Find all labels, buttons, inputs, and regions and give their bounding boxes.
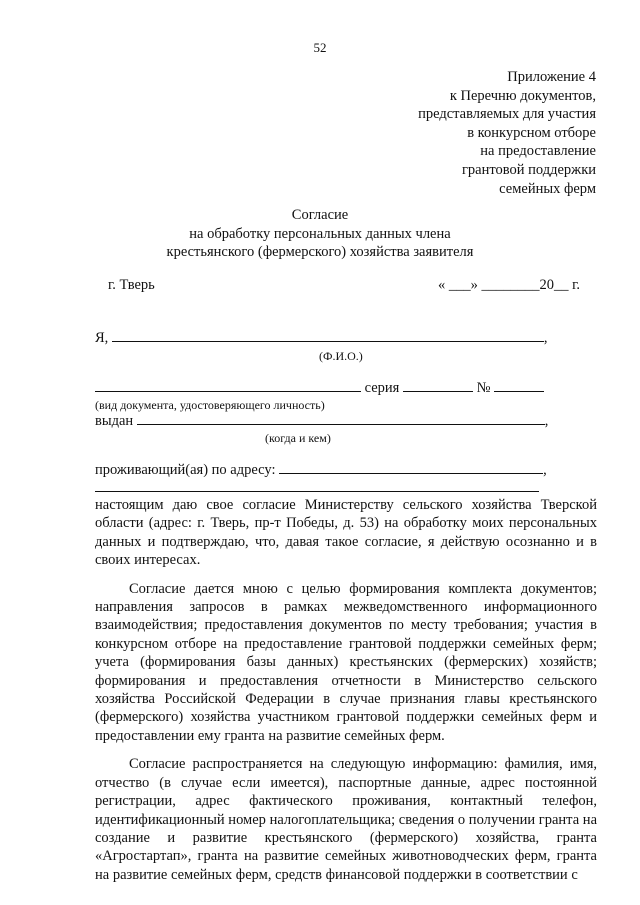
- appendix-line: представляемых для участия: [418, 106, 596, 123]
- series-line: [403, 380, 473, 392]
- paragraph: Согласие распространяется на следующую информацию: фамилия, имя, отчество (в случае если имеется), паспортные данные, адрес постоянной регистрации, адрес фактического проживания, контактный телефон, идентификационный номер налогоплательщика; сведения о получении гранта на создание и развитие крестьянского (фермерского) хозяйства, гранта «Агростартап», гранта на развитие семейных животноводческих ферм, гранта на развитие семейных ферм, средств финансовой поддержки в соответствии с: [95, 756, 597, 883]
- fio-caption: (Ф.И.О.): [319, 349, 363, 363]
- appendix-line: семейных ферм: [499, 180, 596, 197]
- page-number: 52: [313, 40, 327, 55]
- number-line: [494, 380, 544, 392]
- issued-row: [95, 413, 548, 430]
- consent-body: [95, 496, 597, 884]
- address-row: [95, 462, 547, 479]
- series-label: серия: [364, 380, 400, 396]
- date-field: « ___» ________20__ г.: [438, 277, 581, 293]
- comma: ,: [543, 462, 547, 478]
- title-line: на обработку персональных данных члена: [189, 225, 451, 242]
- paragraph: Согласие дается мною с целью формирования комплекта документов; направления запросов в рамках межведомственного информационного взаимодействия; предоставления документов по месту требования; участия в конкурсном отборе на предоставление грантовой поддержки семейных ферм; учета (формирования базы данных) крестьянских (фермерских) хозяйств; формирования и предоставления отчетности в Министерство сельского хозяйства Российской Федерации в случае признания главы крестьянского (фермерского) хозяйства участником грантовой поддержки семейных ферм и предоставлении ему гранта на развитие семейных ферм.: [95, 580, 597, 744]
- ya-label: Я,: [95, 330, 109, 346]
- document-row: [95, 380, 544, 397]
- issued-caption: (когда и кем): [265, 431, 331, 445]
- document-type-line: [95, 380, 361, 392]
- document-caption: (вид документа, удостоверяющего личность): [95, 398, 325, 412]
- address-line: [279, 462, 543, 474]
- document-title: [0, 206, 640, 262]
- appendix-header: [418, 68, 596, 198]
- fio-line: [112, 330, 544, 342]
- appendix-line: Приложение 4: [507, 69, 596, 85]
- city: г. Тверь: [108, 277, 155, 293]
- title-line: Согласие: [291, 207, 349, 223]
- paragraph: настоящим даю свое согласие Министерству сельского хозяйства Тверской области (адрес: г. Тверь, пр-т Победы, д. 53) на обработку моих персональных данных и подтверждаю, что, давая такое согласие, я действую осознанно и в своих интересах.: [95, 497, 597, 569]
- address-label: проживающий(ая) по адресу:: [95, 462, 276, 478]
- appendix-line: грантовой поддержки: [461, 161, 596, 178]
- title-line: крестьянского (фермерского) хозяйства заявителя: [166, 244, 474, 261]
- address-line-2: [95, 480, 539, 492]
- appendix-line: на предоставление: [480, 143, 596, 160]
- address-row-2: [95, 480, 539, 497]
- issued-line: [137, 413, 545, 425]
- number-label: №: [476, 380, 491, 396]
- comma: ,: [543, 330, 548, 346]
- appendix-line: в конкурсном отборе: [467, 124, 596, 141]
- comma: ,: [544, 413, 549, 429]
- appendix-line: к Перечню документов,: [449, 87, 596, 104]
- issued-label: выдан: [95, 413, 134, 429]
- fio-row: [95, 330, 548, 347]
